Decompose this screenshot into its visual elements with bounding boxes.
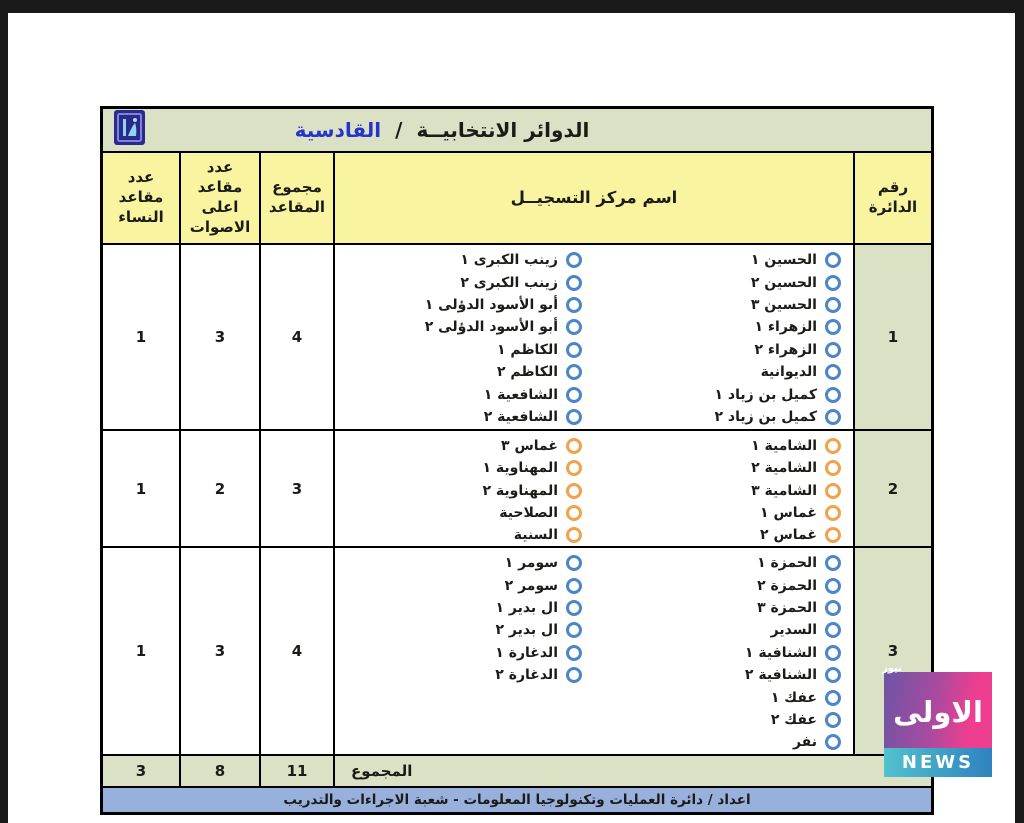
- totals-label-cell: المجموع: [335, 756, 931, 786]
- highest-votes-seats-cell: 2: [181, 431, 259, 546]
- watermark-arabic-news-label: نيوز: [882, 663, 902, 674]
- center-label: المهناوية ١: [482, 460, 558, 477]
- header-district-number: رقم الدائرة: [855, 153, 931, 243]
- center-label: كميل بن زياد ٢: [714, 408, 817, 425]
- women-seats-cell: 1: [103, 431, 179, 546]
- center-label: نفر: [792, 734, 817, 751]
- center-item: [594, 709, 853, 731]
- center-label: غماس ٣: [501, 438, 558, 455]
- totals-women-seats: 3: [103, 756, 179, 786]
- center-label: الحمزة ٣: [757, 599, 817, 616]
- bullet-icon: [566, 252, 582, 268]
- bullet-icon: [566, 600, 582, 616]
- center-label: الشامية ١: [751, 438, 817, 455]
- center-item: [335, 457, 594, 479]
- bullet-icon: [566, 578, 582, 594]
- center-label: عفك ٢: [770, 711, 817, 728]
- center-label: الحمزة ٢: [757, 577, 817, 594]
- highest-votes-seats-cell: 3: [181, 548, 259, 754]
- bullet-icon: [825, 555, 841, 571]
- center-item: [335, 383, 594, 405]
- bullet-icon: [825, 275, 841, 291]
- women-seats-cell: 1: [103, 245, 179, 429]
- center-item: [594, 502, 853, 524]
- center-item: [594, 294, 853, 316]
- center-label: الكاظم ٢: [496, 364, 558, 381]
- watermark-news-banner: NEWS: [884, 748, 992, 777]
- center-label: المهناوية ٢: [482, 482, 558, 499]
- ihec-commission-logo-icon: [114, 110, 145, 150]
- bullet-icon: [825, 483, 841, 499]
- registration-centers-cell: [335, 245, 853, 429]
- center-label: الزهراء ٢: [754, 341, 817, 358]
- highest-votes-seats-cell: 3: [181, 245, 259, 429]
- district-number-cell: 2: [855, 431, 931, 546]
- total-seats-cell: 4: [261, 548, 333, 754]
- center-label: غماس ١: [760, 504, 817, 521]
- center-item: [335, 502, 594, 524]
- bullet-icon: [566, 409, 582, 425]
- center-item: [594, 664, 853, 686]
- center-label: أبو الأسود الدؤلى ٢: [424, 319, 558, 336]
- center-label: الشافعية ١: [483, 386, 558, 403]
- centers-column: [594, 245, 853, 429]
- total-seats-cell: 4: [261, 245, 333, 429]
- total-seats-cell: 3: [261, 431, 333, 546]
- center-label: الشامية ٢: [751, 460, 817, 477]
- screen-top-bar: [0, 0, 1024, 13]
- center-item: [594, 686, 853, 708]
- center-label: غماس ٢: [760, 526, 817, 543]
- center-item: [594, 249, 853, 271]
- center-label: الشنافية ١: [744, 644, 817, 661]
- screen-right-edge: [1015, 0, 1024, 823]
- center-label: الديوانية: [760, 364, 817, 381]
- center-label: كميل بن زياد ١: [714, 386, 817, 403]
- center-item: [335, 619, 594, 641]
- bullet-icon: [566, 555, 582, 571]
- header-highest-votes-seats: عدد مقاعد اعلى الاصوات: [181, 153, 259, 243]
- bullet-icon: [825, 578, 841, 594]
- center-label: الشنافية ٢: [744, 667, 817, 684]
- electoral-districts-table: [100, 106, 934, 815]
- center-item: [335, 642, 594, 664]
- center-label: الشافعية ٢: [483, 408, 558, 425]
- center-label: الشامية ٣: [751, 482, 817, 499]
- center-label: الزهراء ١: [754, 319, 817, 336]
- center-item: [335, 294, 594, 316]
- news-channel-watermark: [882, 663, 992, 777]
- center-label: الحسين ٣: [750, 296, 817, 313]
- center-item: [594, 457, 853, 479]
- totals-highest-votes-seats: 8: [181, 756, 259, 786]
- women-seats-cell: 1: [103, 548, 179, 754]
- center-item: [335, 339, 594, 361]
- bullet-icon: [566, 319, 582, 335]
- center-item: [594, 406, 853, 428]
- header-registration-center-name: اسم مركز التسجيــل: [335, 153, 853, 243]
- centers-column: [335, 548, 594, 754]
- bullet-icon: [825, 297, 841, 313]
- bullet-icon: [566, 622, 582, 638]
- bullet-icon: [825, 387, 841, 403]
- bullet-icon: [825, 319, 841, 335]
- screen-left-edge: [0, 0, 8, 823]
- title-slash: /: [395, 118, 403, 142]
- center-item: [335, 271, 594, 293]
- watermark-arabic-wordmark: الاولى: [893, 695, 983, 729]
- bullet-icon: [825, 252, 841, 268]
- bullet-icon: [566, 275, 582, 291]
- header-total-seats: مجموع المقاعد: [261, 153, 333, 243]
- bullet-icon: [566, 438, 582, 454]
- center-label: السنية: [513, 526, 558, 543]
- registration-centers-cell: [335, 548, 853, 754]
- bullet-icon: [566, 342, 582, 358]
- bullet-icon: [825, 364, 841, 380]
- center-item: [594, 731, 853, 753]
- center-item: [594, 619, 853, 641]
- center-label: الصلاحية: [499, 504, 558, 521]
- title-governorate: القادسية: [294, 118, 382, 142]
- bullet-icon: [566, 667, 582, 683]
- center-item: [594, 383, 853, 405]
- center-label: أبو الأسود الدؤلى ١: [424, 296, 558, 313]
- bullet-icon: [566, 297, 582, 313]
- bullet-icon: [825, 712, 841, 728]
- center-label: الحمزة ١: [757, 555, 817, 572]
- center-label: الدغارة ٢: [495, 667, 558, 684]
- title-main: الدوائر الانتخابيــة: [416, 118, 590, 142]
- center-label: زينب الكبرى ١: [460, 252, 558, 269]
- center-item: [594, 574, 853, 596]
- centers-column: [335, 431, 594, 546]
- bullet-icon: [825, 527, 841, 543]
- bullet-icon: [566, 483, 582, 499]
- center-label: ال بدير ٢: [495, 622, 558, 639]
- center-item: [594, 316, 853, 338]
- registration-centers-cell: [335, 431, 853, 546]
- header-women-seats: عدد مقاعد النساء: [103, 153, 179, 243]
- bullet-icon: [566, 527, 582, 543]
- bullet-icon: [825, 690, 841, 706]
- center-item: [335, 316, 594, 338]
- center-item: [594, 524, 853, 546]
- center-label: السدير: [770, 622, 817, 639]
- center-item: [594, 435, 853, 457]
- bullet-icon: [825, 600, 841, 616]
- center-label: ال بدير ١: [495, 599, 558, 616]
- center-item: [594, 271, 853, 293]
- center-label: زينب الكبرى ٢: [460, 274, 558, 291]
- center-item: [594, 479, 853, 501]
- watermark-gradient-square: [882, 663, 992, 749]
- bullet-icon: [825, 622, 841, 638]
- bullet-icon: [566, 387, 582, 403]
- center-item: [594, 597, 853, 619]
- bullet-icon: [825, 409, 841, 425]
- bullet-icon: [825, 645, 841, 661]
- center-item: [335, 524, 594, 546]
- centers-column: [594, 548, 853, 754]
- bullet-icon: [825, 734, 841, 750]
- center-label: الحسين ٢: [750, 274, 817, 291]
- totals-total-seats: 11: [261, 756, 333, 786]
- center-item: [335, 479, 594, 501]
- center-label: سومر ٢: [504, 577, 558, 594]
- center-item: [594, 339, 853, 361]
- center-label: الحسين ١: [750, 252, 817, 269]
- centers-column: [594, 431, 853, 546]
- center-item: [594, 642, 853, 664]
- bullet-icon: [825, 667, 841, 683]
- center-label: الدغارة ١: [495, 644, 558, 661]
- center-item: [335, 435, 594, 457]
- bullet-icon: [825, 438, 841, 454]
- center-label: الكاظم ١: [496, 341, 558, 358]
- bullet-icon: [825, 342, 841, 358]
- center-item: [335, 406, 594, 428]
- center-item: [594, 552, 853, 574]
- center-item: [335, 249, 594, 271]
- center-item: [335, 552, 594, 574]
- table-title-row: [103, 109, 931, 151]
- bullet-icon: [566, 505, 582, 521]
- center-item: [594, 361, 853, 383]
- center-item: [335, 664, 594, 686]
- district-number-cell: 1: [855, 245, 931, 429]
- bullet-icon: [566, 460, 582, 476]
- bullet-icon: [825, 460, 841, 476]
- district-number-cell: 3: [855, 548, 931, 754]
- prepared-by-footer: اعداد / دائرة العمليات وتكنولوجيا المعلومات - شعبة الاجراءات والتدريب: [103, 788, 931, 812]
- bullet-icon: [825, 505, 841, 521]
- centers-column: [335, 245, 594, 429]
- center-item: [335, 361, 594, 383]
- bullet-icon: [566, 364, 582, 380]
- center-item: [335, 574, 594, 596]
- center-item: [335, 597, 594, 619]
- bullet-icon: [566, 645, 582, 661]
- center-label: عفك ١: [770, 689, 817, 706]
- center-label: سومر ١: [504, 555, 558, 572]
